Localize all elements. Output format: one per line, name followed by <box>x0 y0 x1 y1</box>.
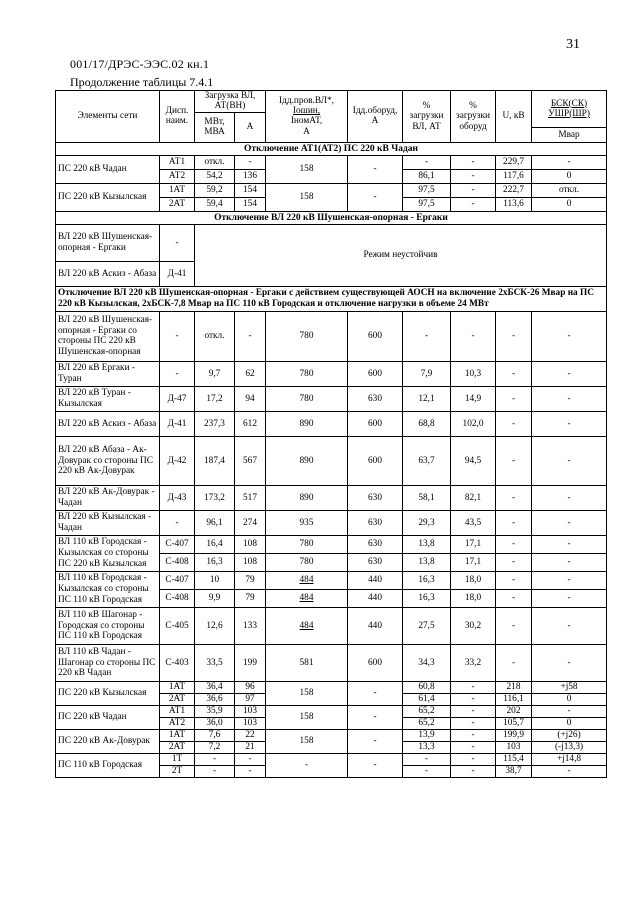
element-name: ВЛ 220 кВ Аскиз - Абаза <box>56 411 160 436</box>
pct-equipment-cell: 43,5 <box>451 510 496 535</box>
disp-cell: 1АТ <box>160 681 195 693</box>
load-mw-cell: 35,9 <box>195 705 235 717</box>
pct-line-cell: 16,3 <box>403 589 451 607</box>
element-name: ПС 220 кВ Ак-Довурак <box>56 729 160 753</box>
voltage-cell: 105,7 <box>496 717 532 729</box>
idd-equipment-cell: 630 <box>348 510 403 535</box>
bsk-cell: 0 <box>532 169 607 183</box>
load-a-cell: 103 <box>235 705 266 717</box>
pct-equipment-cell: - <box>451 741 496 753</box>
load-mw-cell: - <box>195 765 235 777</box>
voltage-cell: 117,6 <box>496 169 532 183</box>
element-name: ПС 220 кВ Кызылская <box>56 183 160 211</box>
table-row <box>56 155 607 169</box>
pct-line-cell: 61,4 <box>403 693 451 705</box>
bsk-cell: - <box>532 644 607 681</box>
table-row <box>56 311 607 361</box>
element-name: ПС 110 кВ Городская <box>56 753 160 777</box>
disp-cell: Д-43 <box>160 485 195 510</box>
bsk-cell: - <box>532 386 607 411</box>
header-disp: Дисп. наим. <box>160 91 195 143</box>
idd-equipment-cell: 600 <box>348 311 403 361</box>
load-a-cell: 108 <box>235 535 266 553</box>
element-name: ВЛ 110 кВ Городская - Кызылская со стороны ПС 220 кВ Кызылская <box>56 535 160 571</box>
pct-equipment-cell: - <box>451 705 496 717</box>
disp-cell: АТ1 <box>160 705 195 717</box>
idd-equipment-cell: - <box>348 753 403 777</box>
pct-line-cell: 63,7 <box>403 436 451 485</box>
table-row <box>56 411 607 436</box>
pct-equipment-cell: - <box>451 693 496 705</box>
header-idd-line: Iдд.пров.ВЛ*, Iошин, IномАТ, А <box>266 91 348 143</box>
disp-cell: 2Т <box>160 765 195 777</box>
voltage-cell: 222,7 <box>496 183 532 197</box>
voltage-cell: 116,1 <box>496 693 532 705</box>
load-a-cell: - <box>235 765 266 777</box>
load-mw-cell: 54,2 <box>195 169 235 183</box>
load-mw-cell: 36,0 <box>195 717 235 729</box>
element-name: ВЛ 220 кВ Аскиз - Абаза <box>56 261 160 286</box>
disp-cell: С-407 <box>160 535 195 553</box>
bsk-cell: (-j13,3) <box>532 741 607 753</box>
bsk-cell: - <box>532 436 607 485</box>
element-name: ВЛ 220 кВ Туран - Кызылская <box>56 386 160 411</box>
bsk-cell: откл. <box>532 183 607 197</box>
disp-cell: - <box>160 510 195 535</box>
voltage-cell: - <box>496 571 532 589</box>
bsk-cell: - <box>532 589 607 607</box>
pct-line-cell: 97,5 <box>403 183 451 197</box>
table-row <box>56 361 607 386</box>
load-a-cell: 517 <box>235 485 266 510</box>
table-row <box>56 510 607 535</box>
voltage-cell: 199,9 <box>496 729 532 741</box>
element-name: ВЛ 220 кВ Ергаки - Туран <box>56 361 160 386</box>
header-load: Загрузка ВЛ, АТ(ВН) <box>195 91 266 113</box>
header-bsk: БСК(СК) УШР(ШР) <box>532 91 607 128</box>
disp-cell: С-408 <box>160 589 195 607</box>
voltage-cell: 115,4 <box>496 753 532 765</box>
pct-equipment-cell: - <box>451 183 496 197</box>
disp-cell: АТ2 <box>160 717 195 729</box>
table-continuation-caption: Продолжение таблицы 7.4.1 <box>70 75 214 89</box>
bsk-cell: - <box>532 571 607 589</box>
pct-line-cell: 13,9 <box>403 729 451 741</box>
idd-line-cell: 158 <box>266 155 348 183</box>
voltage-cell: - <box>496 644 532 681</box>
bsk-cell: - <box>532 411 607 436</box>
header-mvar: Мвар <box>532 127 607 142</box>
pct-line-cell: 65,2 <box>403 717 451 729</box>
idd-equipment-cell: - <box>348 729 403 753</box>
pct-line-cell: 12,1 <box>403 386 451 411</box>
voltage-cell: 229,7 <box>496 155 532 169</box>
pct-line-cell: 97,5 <box>403 197 451 211</box>
pct-line-cell: - <box>403 765 451 777</box>
load-a-cell: 108 <box>235 553 266 571</box>
section-heading: Отключение ВЛ 220 кВ Шушенская-опорная - Ергаки <box>56 211 607 224</box>
disp-cell: Д-47 <box>160 386 195 411</box>
bsk-cell: - <box>532 485 607 510</box>
pct-equipment-cell: 18,0 <box>451 589 496 607</box>
voltage-cell: - <box>496 386 532 411</box>
load-mw-cell: 16,3 <box>195 553 235 571</box>
document-id: 001/17/ДРЭС-ЭЭС.02 кн.1 <box>70 57 210 71</box>
idd-equipment-cell: 440 <box>348 607 403 644</box>
bsk-cell: +j58 <box>532 681 607 693</box>
bsk-cell: 0 <box>532 717 607 729</box>
load-a-cell: 62 <box>235 361 266 386</box>
pct-line-cell: 16,3 <box>403 571 451 589</box>
table-row <box>56 705 607 717</box>
header-amps: А <box>235 112 266 142</box>
table-row <box>56 753 607 765</box>
pct-equipment-cell: - <box>451 717 496 729</box>
bsk-cell: (+j26) <box>532 729 607 741</box>
voltage-cell: - <box>496 589 532 607</box>
disp-cell: 1АТ <box>160 183 195 197</box>
unstable-mode-cell: Режим неустойчив <box>195 224 607 286</box>
pct-equipment-cell: 17,1 <box>451 553 496 571</box>
pct-line-cell: 58,1 <box>403 485 451 510</box>
section-heading: Отключение АТ1(АТ2) ПС 220 кВ Чадан <box>56 142 607 155</box>
disp-cell: АТ2 <box>160 169 195 183</box>
idd-equipment-cell: - <box>348 681 403 705</box>
table-row <box>56 535 607 553</box>
voltage-cell: - <box>496 436 532 485</box>
idd-line-cell: 935 <box>266 510 348 535</box>
pct-equipment-cell: 94,5 <box>451 436 496 485</box>
load-a-cell: 97 <box>235 693 266 705</box>
voltage-cell: - <box>496 535 532 553</box>
load-mw-cell: 9,7 <box>195 361 235 386</box>
pct-line-cell: 65,2 <box>403 705 451 717</box>
load-mw-cell: откл. <box>195 311 235 361</box>
load-mw-cell: откл. <box>195 155 235 169</box>
load-a-cell: 22 <box>235 729 266 741</box>
bsk-cell: - <box>532 155 607 169</box>
pct-equipment-cell: 10,3 <box>451 361 496 386</box>
pct-equipment-cell: - <box>451 753 496 765</box>
load-a-cell: 79 <box>235 589 266 607</box>
pct-equipment-cell: - <box>451 155 496 169</box>
load-a-cell: 133 <box>235 607 266 644</box>
load-a-cell: - <box>235 155 266 169</box>
idd-line-cell: 484 <box>266 589 348 607</box>
pct-equipment-cell: 30,2 <box>451 607 496 644</box>
idd-equipment-cell: - <box>348 183 403 211</box>
load-mw-cell: 7,2 <box>195 741 235 753</box>
bsk-cell: +j14,8 <box>532 753 607 765</box>
pct-line-cell: 60,8 <box>403 681 451 693</box>
header-pct-equipment: % загрузки оборуд <box>451 91 496 143</box>
table-row <box>56 436 607 485</box>
bsk-cell: - <box>532 535 607 553</box>
voltage-cell: 202 <box>496 705 532 717</box>
disp-cell: - <box>160 311 195 361</box>
idd-line-cell: 780 <box>266 535 348 553</box>
bsk-cell: - <box>532 361 607 386</box>
load-a-cell: 154 <box>235 197 266 211</box>
idd-line-cell: 780 <box>266 361 348 386</box>
bsk-cell: - <box>532 607 607 644</box>
voltage-cell: - <box>496 361 532 386</box>
pct-equipment-cell: - <box>451 729 496 741</box>
element-name: ВЛ 110 кВ Городская - Кызылская со стороны ПС 110 кВ Городская <box>56 571 160 607</box>
load-mw-cell: 36,6 <box>195 693 235 705</box>
load-mw-cell: 187,4 <box>195 436 235 485</box>
voltage-cell: 103 <box>496 741 532 753</box>
table-row <box>56 729 607 741</box>
results-table <box>55 90 607 778</box>
disp-cell: С-407 <box>160 571 195 589</box>
bsk-cell: - <box>532 765 607 777</box>
pct-line-cell: 34,3 <box>403 644 451 681</box>
header-row <box>56 91 607 113</box>
bsk-cell: 0 <box>532 693 607 705</box>
idd-line-cell: 581 <box>266 644 348 681</box>
pct-equipment-cell: - <box>451 681 496 693</box>
disp-cell: С-405 <box>160 607 195 644</box>
element-name: ВЛ 220 кВ Шушенская-опорная - Ергаки <box>56 224 160 261</box>
load-a-cell: 21 <box>235 741 266 753</box>
voltage-cell: 113,6 <box>496 197 532 211</box>
table-row <box>56 386 607 411</box>
voltage-cell: - <box>496 607 532 644</box>
idd-equipment-cell: - <box>348 705 403 729</box>
pct-line-cell: 13,3 <box>403 741 451 753</box>
voltage-cell: 218 <box>496 681 532 693</box>
load-a-cell: 79 <box>235 571 266 589</box>
idd-line-cell: 780 <box>266 553 348 571</box>
pct-line-cell: 13,8 <box>403 553 451 571</box>
table-body <box>56 142 607 777</box>
idd-line-cell: - <box>266 753 348 777</box>
pct-line-cell: 68,8 <box>403 411 451 436</box>
load-mw-cell: 36,4 <box>195 681 235 693</box>
bsk-cell: - <box>532 311 607 361</box>
bsk-cell: - <box>532 553 607 571</box>
idd-equipment-cell: 630 <box>348 386 403 411</box>
element-name: ВЛ 220 кВ Шушенская-опорная - Ергаки со стороны ПС 220 кВ Шушенская-опорная <box>56 311 160 361</box>
pct-equipment-cell: - <box>451 169 496 183</box>
pct-equipment-cell: 82,1 <box>451 485 496 510</box>
disp-cell: - <box>160 224 195 261</box>
load-a-cell: 136 <box>235 169 266 183</box>
pct-line-cell: - <box>403 753 451 765</box>
disp-cell: АТ1 <box>160 155 195 169</box>
bsk-cell: - <box>532 510 607 535</box>
element-name: ВЛ 220 кВ Ак-Довурак - Чадан <box>56 485 160 510</box>
element-name: ВЛ 110 кВ Шагонар - Городская со стороны ПС 110 кВ Городская <box>56 607 160 644</box>
idd-line-cell: 780 <box>266 311 348 361</box>
section-row <box>56 211 607 224</box>
idd-line-cell: 158 <box>266 705 348 729</box>
table-row <box>56 681 607 693</box>
section-row <box>56 142 607 155</box>
voltage-cell: - <box>496 311 532 361</box>
voltage-cell: - <box>496 553 532 571</box>
pct-equipment-cell: 102,0 <box>451 411 496 436</box>
load-a-cell: 274 <box>235 510 266 535</box>
pct-line-cell: 13,8 <box>403 535 451 553</box>
disp-cell: Д-42 <box>160 436 195 485</box>
element-name: ВЛ 110 кВ Чадан - Шагонар со стороны ПС 220 кВ Чадан <box>56 644 160 681</box>
load-mw-cell: 33,5 <box>195 644 235 681</box>
disp-cell: - <box>160 361 195 386</box>
pct-equipment-cell: 33,2 <box>451 644 496 681</box>
load-a-cell: 567 <box>235 436 266 485</box>
idd-line-cell: 484 <box>266 571 348 589</box>
pct-equipment-cell: - <box>451 765 496 777</box>
load-a-cell: 96 <box>235 681 266 693</box>
table-row <box>56 183 607 197</box>
disp-cell: С-408 <box>160 553 195 571</box>
element-name: ПС 220 кВ Чадан <box>56 705 160 729</box>
load-a-cell: 94 <box>235 386 266 411</box>
load-mw-cell: 59,4 <box>195 197 235 211</box>
voltage-cell: - <box>496 411 532 436</box>
disp-cell: С-403 <box>160 644 195 681</box>
element-name: ВЛ 220 кВ Кызылская - Чадан <box>56 510 160 535</box>
disp-cell: 1АТ <box>160 729 195 741</box>
header-pct-line: % загрузки ВЛ, АТ <box>403 91 451 143</box>
header-idd-equipment: Iдд.оборуд, А <box>348 91 403 143</box>
disp-cell: Д-41 <box>160 411 195 436</box>
pct-equipment-cell: - <box>451 311 496 361</box>
pct-line-cell: 7,9 <box>403 361 451 386</box>
idd-equipment-cell: 440 <box>348 589 403 607</box>
load-mw-cell: 17,2 <box>195 386 235 411</box>
idd-equipment-cell: - <box>348 155 403 183</box>
load-mw-cell: 173,2 <box>195 485 235 510</box>
disp-cell: Д-41 <box>160 261 195 286</box>
idd-line-cell: 158 <box>266 183 348 211</box>
table-row <box>56 644 607 681</box>
element-name: ПС 220 кВ Кызылская <box>56 681 160 705</box>
disp-cell: 2АТ <box>160 741 195 753</box>
element-name: ПС 220 кВ Чадан <box>56 155 160 183</box>
idd-line-cell: 890 <box>266 436 348 485</box>
idd-equipment-cell: 600 <box>348 644 403 681</box>
idd-equipment-cell: 600 <box>348 411 403 436</box>
load-a-cell: 154 <box>235 183 266 197</box>
idd-equipment-cell: 630 <box>348 485 403 510</box>
section-heading: Отключение ВЛ 220 кВ Шушенская-опорная - Ергаки с действием существующей АОСН на включение 2хБСК-26 Мвар на ПС 220 кВ Кызылская, 2хБСК-7,8 Мвар на ПС 110 кВ Городская и отключение нагрузки в объеме 24 МВт <box>56 286 607 311</box>
load-mw-cell: - <box>195 753 235 765</box>
table-row <box>56 485 607 510</box>
load-mw-cell: 96,1 <box>195 510 235 535</box>
load-a-cell: 199 <box>235 644 266 681</box>
idd-equipment-cell: 600 <box>348 361 403 386</box>
section-row <box>56 286 607 311</box>
load-mw-cell: 59,2 <box>195 183 235 197</box>
idd-line-cell: 890 <box>266 485 348 510</box>
pct-equipment-cell: 18,0 <box>451 571 496 589</box>
load-a-cell: 103 <box>235 717 266 729</box>
idd-equipment-cell: 630 <box>348 535 403 553</box>
idd-equipment-cell: 630 <box>348 553 403 571</box>
page-number: 31 <box>566 37 580 52</box>
idd-equipment-cell: 440 <box>348 571 403 589</box>
disp-cell: 1Т <box>160 753 195 765</box>
load-mw-cell: 16,4 <box>195 535 235 553</box>
idd-equipment-cell: 600 <box>348 436 403 485</box>
pct-equipment-cell: 14,9 <box>451 386 496 411</box>
load-mw-cell: 10 <box>195 571 235 589</box>
load-a-cell: - <box>235 311 266 361</box>
bsk-cell: 0 <box>532 197 607 211</box>
idd-line-cell: 484 <box>266 607 348 644</box>
table-row <box>56 571 607 589</box>
voltage-cell: 38,7 <box>496 765 532 777</box>
pct-line-cell: 86,1 <box>403 169 451 183</box>
voltage-cell: - <box>496 485 532 510</box>
header-elements: Элементы сети <box>56 91 160 143</box>
idd-line-cell: 890 <box>266 411 348 436</box>
header-voltage: U, кВ <box>496 91 532 143</box>
load-mw-cell: 12,6 <box>195 607 235 644</box>
bsk-cell: - <box>532 705 607 717</box>
pct-line-cell: - <box>403 155 451 169</box>
idd-line-cell: 780 <box>266 386 348 411</box>
voltage-cell: - <box>496 510 532 535</box>
element-name: ВЛ 220 кВ Абаза - Ак-Довурак со стороны ПС 220 кВ Ак-Довурак <box>56 436 160 485</box>
header-mw: МВт, МВА <box>195 112 235 142</box>
load-a-cell: 612 <box>235 411 266 436</box>
pct-line-cell: 29,3 <box>403 510 451 535</box>
disp-cell: 2АТ <box>160 197 195 211</box>
idd-line-cell: 158 <box>266 681 348 705</box>
load-mw-cell: 7,6 <box>195 729 235 741</box>
idd-line-cell: 158 <box>266 729 348 753</box>
load-mw-cell: 237,3 <box>195 411 235 436</box>
disp-cell: 2АТ <box>160 693 195 705</box>
pct-line-cell: 27,5 <box>403 607 451 644</box>
load-a-cell: - <box>235 753 266 765</box>
pct-equipment-cell: 17,1 <box>451 535 496 553</box>
table-row <box>56 224 607 261</box>
pct-equipment-cell: - <box>451 197 496 211</box>
table-row <box>56 607 607 644</box>
pct-line-cell: - <box>403 311 451 361</box>
load-mw-cell: 9,9 <box>195 589 235 607</box>
